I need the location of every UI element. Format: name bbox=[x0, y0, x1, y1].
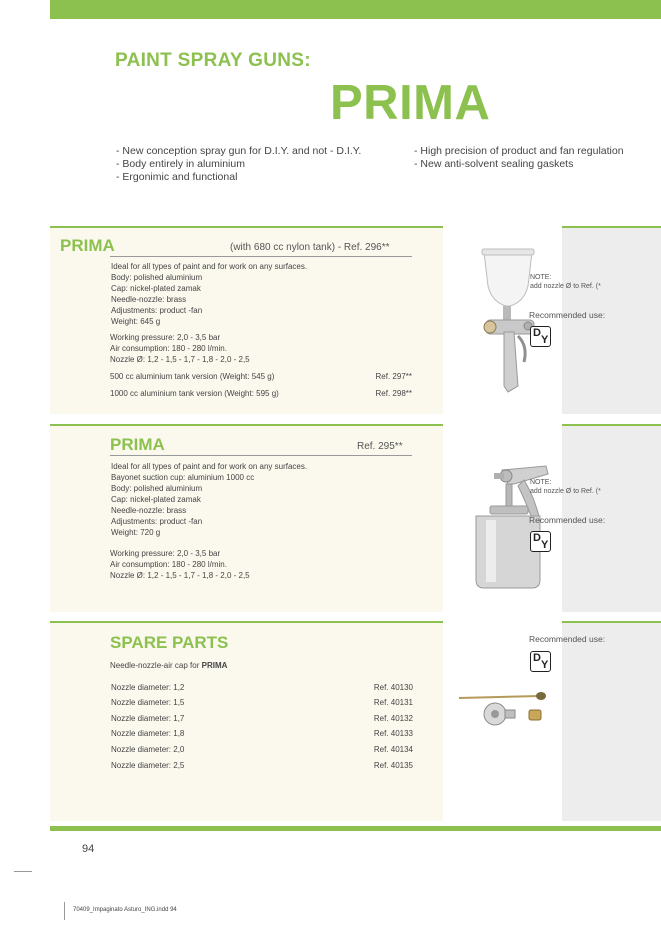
spec-line: Working pressure: 2,0 - 3,5 bar bbox=[110, 333, 221, 342]
spec-line: Nozzle Ø: 1,2 - 1,5 - 1,7 - 1,8 - 2,0 - 2,5 bbox=[110, 355, 250, 364]
spec-line: Weight: 720 g bbox=[111, 528, 161, 537]
section-subtitle: Ref. 295** bbox=[357, 441, 403, 452]
diy-icon: D Y bbox=[530, 651, 551, 672]
spec-list bbox=[111, 461, 307, 538]
spec-line: Adjustments: product -fan bbox=[111, 517, 203, 526]
part-label: Nozzle diameter: 1,5 bbox=[111, 698, 185, 707]
crop-mark bbox=[64, 902, 65, 920]
version-row bbox=[110, 372, 412, 381]
spec-line: Weight: 645 g bbox=[111, 317, 161, 326]
spec-line: Working pressure: 2,0 - 3,5 bar bbox=[110, 549, 221, 558]
note-line: NOTE: bbox=[530, 479, 552, 486]
recommended-use-label: Recommended use: bbox=[529, 634, 606, 644]
section-rule bbox=[110, 256, 412, 257]
section-title: PRIMA bbox=[60, 236, 115, 255]
needle-nozzle-aircap-image bbox=[457, 688, 549, 728]
category-heading: PAINT SPRAY GUNS: bbox=[115, 50, 311, 71]
note-text bbox=[530, 273, 601, 291]
spec-line: Cap: nickel-plated zamak bbox=[111, 284, 201, 293]
spec-line: Bayonet suction cup: aluminium 1000 cc bbox=[111, 473, 255, 482]
feature-item: - High precision of product and fan regulation bbox=[414, 145, 624, 157]
spec-line: Body: polished aluminium bbox=[111, 273, 203, 282]
performance-list bbox=[110, 548, 250, 581]
spec-line: Nozzle Ø: 1,2 - 1,5 - 1,7 - 1,8 - 2,0 - 2,5 bbox=[110, 571, 250, 580]
part-ref: Ref. 40135 bbox=[373, 761, 413, 770]
section-title: SPARE PARTS bbox=[110, 633, 229, 652]
note-text bbox=[530, 478, 601, 496]
gravity-spray-gun-image bbox=[470, 246, 540, 398]
part-label: Nozzle diameter: 1,8 bbox=[111, 729, 185, 738]
version-label: 500 cc aluminium tank version (Weight: 545 g) bbox=[110, 372, 275, 381]
version-row bbox=[110, 389, 412, 398]
diy-icon: D Y bbox=[530, 531, 551, 552]
version-ref: Ref. 298** bbox=[375, 389, 412, 398]
part-ref: Ref. 40132 bbox=[373, 714, 413, 723]
diy-icon: D Y bbox=[530, 326, 551, 347]
note-line: NOTE: bbox=[530, 274, 552, 281]
recommended-use-label: Recommended use: bbox=[529, 515, 606, 525]
part-ref: Ref. 40130 bbox=[373, 683, 413, 692]
spec-line: Needle-nozzle: brass bbox=[111, 506, 187, 515]
feature-item: - Ergonimic and functional bbox=[116, 171, 238, 183]
recommended-use-label: Recommended use: bbox=[529, 310, 606, 320]
part-label: Nozzle diameter: 1,7 bbox=[111, 714, 185, 723]
feature-item: - New conception spray gun for D.I.Y. and not - D.I.Y. bbox=[116, 145, 362, 157]
part-label: Nozzle diameter: 2,5 bbox=[111, 761, 185, 770]
part-row bbox=[111, 683, 413, 692]
part-label: Nozzle diameter: 2,0 bbox=[111, 745, 185, 754]
crop-mark bbox=[14, 871, 32, 872]
version-label: 1000 cc aluminium tank version (Weight: 595 g) bbox=[110, 389, 279, 398]
product-heading: PRIMA bbox=[330, 76, 491, 130]
spec-list bbox=[111, 261, 307, 327]
section-rule bbox=[110, 455, 412, 456]
file-footer: 70409_Impaginato Asturo_ING.indd 94 bbox=[73, 907, 177, 913]
performance-list bbox=[110, 332, 250, 365]
part-row bbox=[111, 761, 413, 770]
version-ref: Ref. 297** bbox=[375, 372, 412, 381]
spec-line: Ideal for all types of paint and for work on any surfaces. bbox=[111, 262, 308, 271]
spec-line: Air consumption: 180 - 280 l/min. bbox=[110, 344, 227, 353]
part-row bbox=[111, 698, 413, 707]
spare-parts-intro: Needle-nozzle-air cap for PRIMA bbox=[110, 661, 228, 670]
part-label: Nozzle diameter: 1,2 bbox=[111, 683, 185, 692]
bottom-green-bar bbox=[50, 826, 661, 831]
feature-item: - Body entirely in aluminium bbox=[116, 158, 245, 170]
part-row bbox=[111, 745, 413, 754]
spec-line: Air consumption: 180 - 280 l/min. bbox=[110, 560, 227, 569]
page-number: 94 bbox=[82, 843, 95, 855]
part-ref: Ref. 40134 bbox=[373, 745, 413, 754]
feature-item: - New anti-solvent sealing gaskets bbox=[414, 158, 574, 170]
spec-line: Needle-nozzle: brass bbox=[111, 295, 187, 304]
part-row bbox=[111, 714, 413, 723]
section-sidebar bbox=[562, 621, 661, 821]
part-ref: Ref. 40133 bbox=[373, 729, 413, 738]
section-title: PRIMA bbox=[110, 435, 165, 454]
spec-line: Cap: nickel-plated zamak bbox=[111, 495, 201, 504]
note-line: add nozzle Ø to Ref. (* bbox=[530, 283, 601, 290]
features-left bbox=[116, 145, 361, 184]
part-row bbox=[111, 729, 413, 738]
spec-line: Body: polished aluminium bbox=[111, 484, 203, 493]
spec-line: Adjustments: product -fan bbox=[111, 306, 203, 315]
part-ref: Ref. 40131 bbox=[373, 698, 413, 707]
section-subtitle: (with 680 cc nylon tank) - Ref. 296** bbox=[230, 242, 390, 253]
note-line: add nozzle Ø to Ref. (* bbox=[530, 488, 601, 495]
top-green-bar bbox=[50, 0, 661, 19]
section-sidebar bbox=[562, 226, 661, 414]
spec-line: Ideal for all types of paint and for work on any surfaces. bbox=[111, 462, 308, 471]
features-right bbox=[414, 145, 624, 171]
